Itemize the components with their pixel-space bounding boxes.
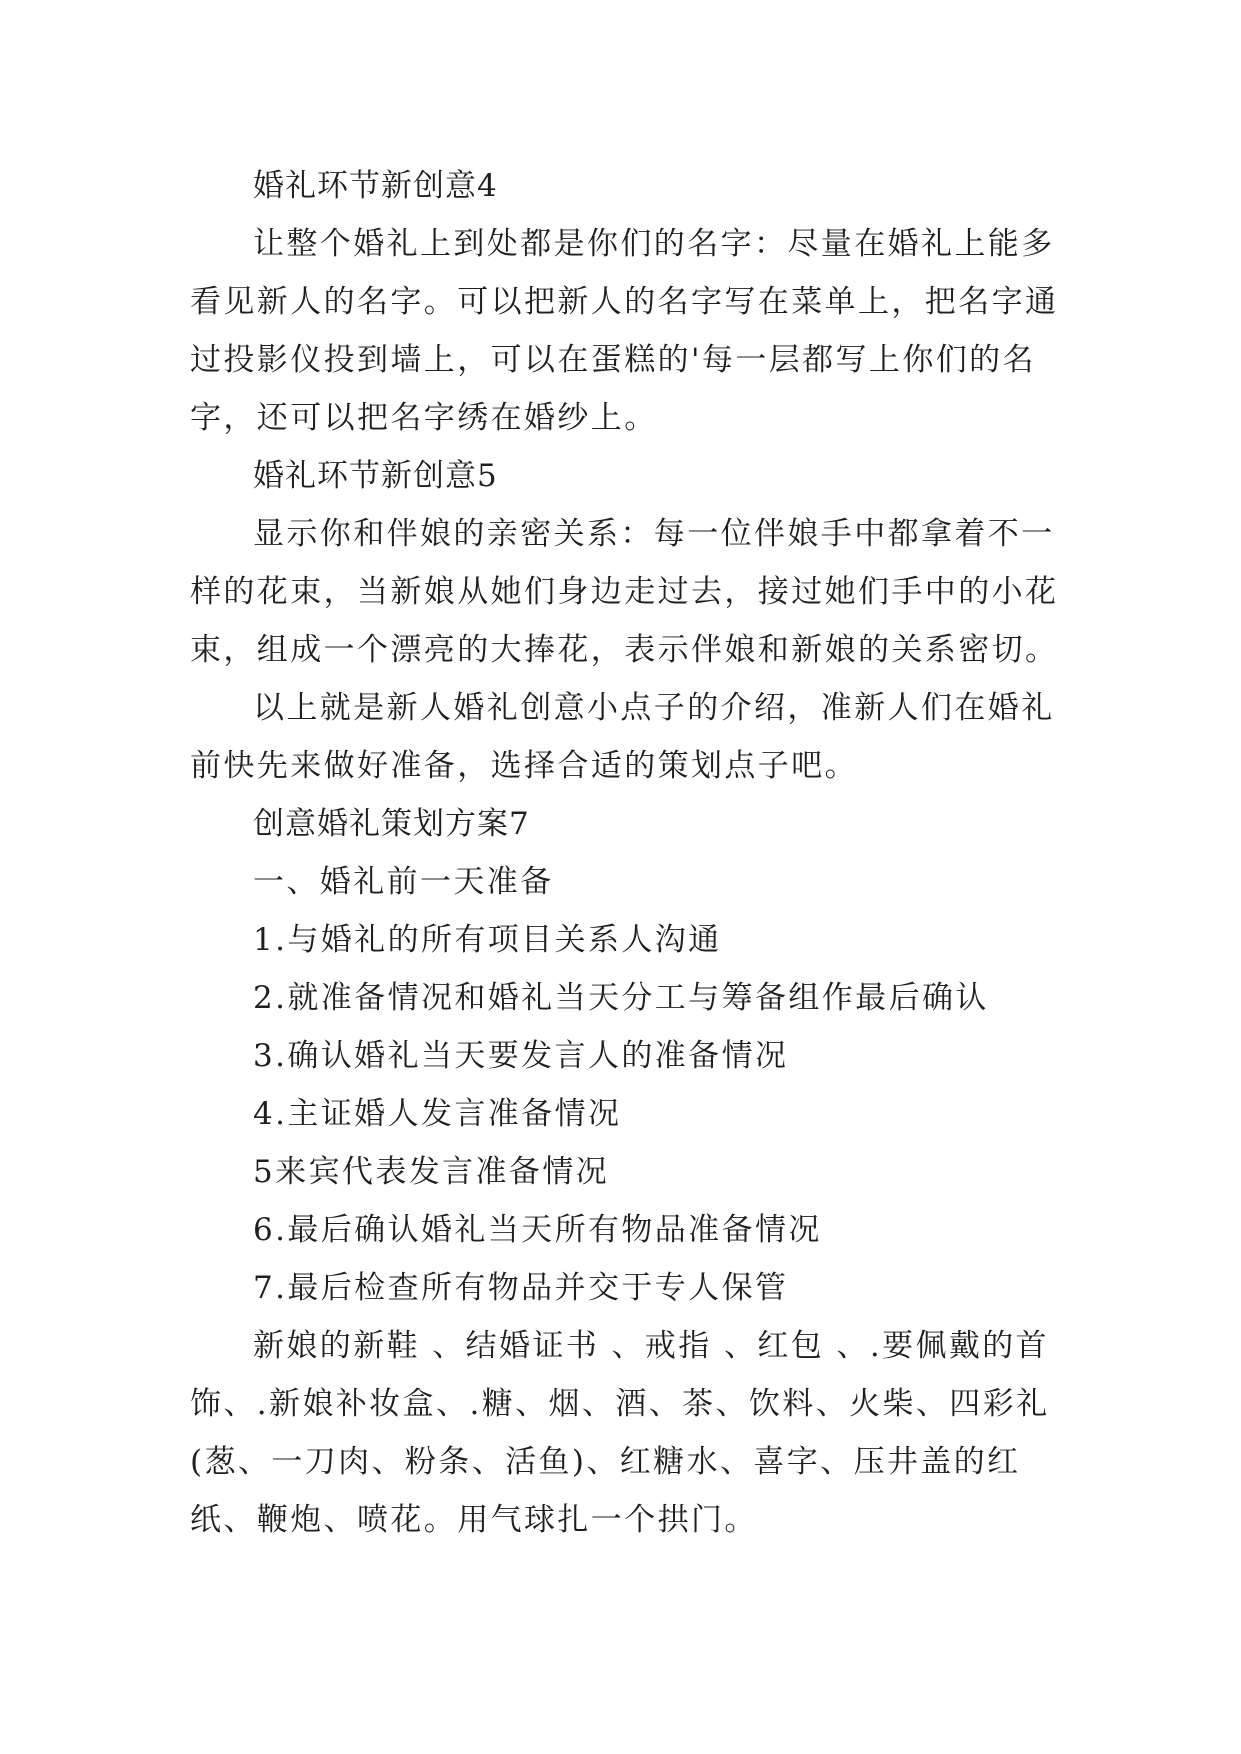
list-item: 2.就准备情况和婚礼当天分工与筹备组作最后确认 [253,980,989,1016]
body-paragraph: 新娘的新鞋 、结婚证书 、戒指 、红包 、.要佩戴的首饰、.新娘补妆盒、.糖、烟、酒、茶、饮料、火柴、四彩礼(葱、一刀肉、粉条、活鱼)、红糖水、喜字、压井盖的红纸、鞭炮、喷花。用气球扎一个拱门。 [190,1328,1050,1538]
list-item: 6.最后确认婚礼当天所有物品准备情况 [253,1212,822,1248]
body-paragraph: 让整个婚礼上到处都是你们的名字：尽量在婚礼上能多看见新人的名字。可以把新人的名字写在菜单上，把名字通过投影仪投到墙上，可以在蛋糕的'每一层都写上你们的名字，还可以把名字绣在婚纱上。 [190,226,1059,436]
list-item: 1.与婚礼的所有项目关系人沟通 [253,922,722,958]
list-item: 3.确认婚礼当天要发言人的准备情况 [253,1038,789,1074]
section-heading: 婚礼环节新创意5 [253,458,498,494]
document-body [190,157,1060,1549]
list-item: 4.主证婚人发言准备情况 [253,1096,622,1132]
section-heading: 婚礼环节新创意4 [253,168,498,204]
list-item: 5来宾代表发言准备情况 [253,1154,610,1190]
body-paragraph: 以上就是新人婚礼创意小点子的介绍，准新人们在婚礼前快先来做好准备，选择合适的策划点子吧。 [190,690,1055,784]
body-paragraph: 显示你和伴娘的亲密关系：每一位伴娘手中都拿着不一样的花束，当新娘从她们身边走过去，接过她们手中的小花束，组成一个漂亮的大捧花，表示伴娘和新娘的关系密切。 [190,516,1059,668]
section-heading: 创意婚礼策划方案7 [253,806,530,842]
list-item: 7.最后检查所有物品并交于专人保管 [253,1270,789,1306]
subsection-heading: 一、婚礼前一天准备 [253,864,554,900]
